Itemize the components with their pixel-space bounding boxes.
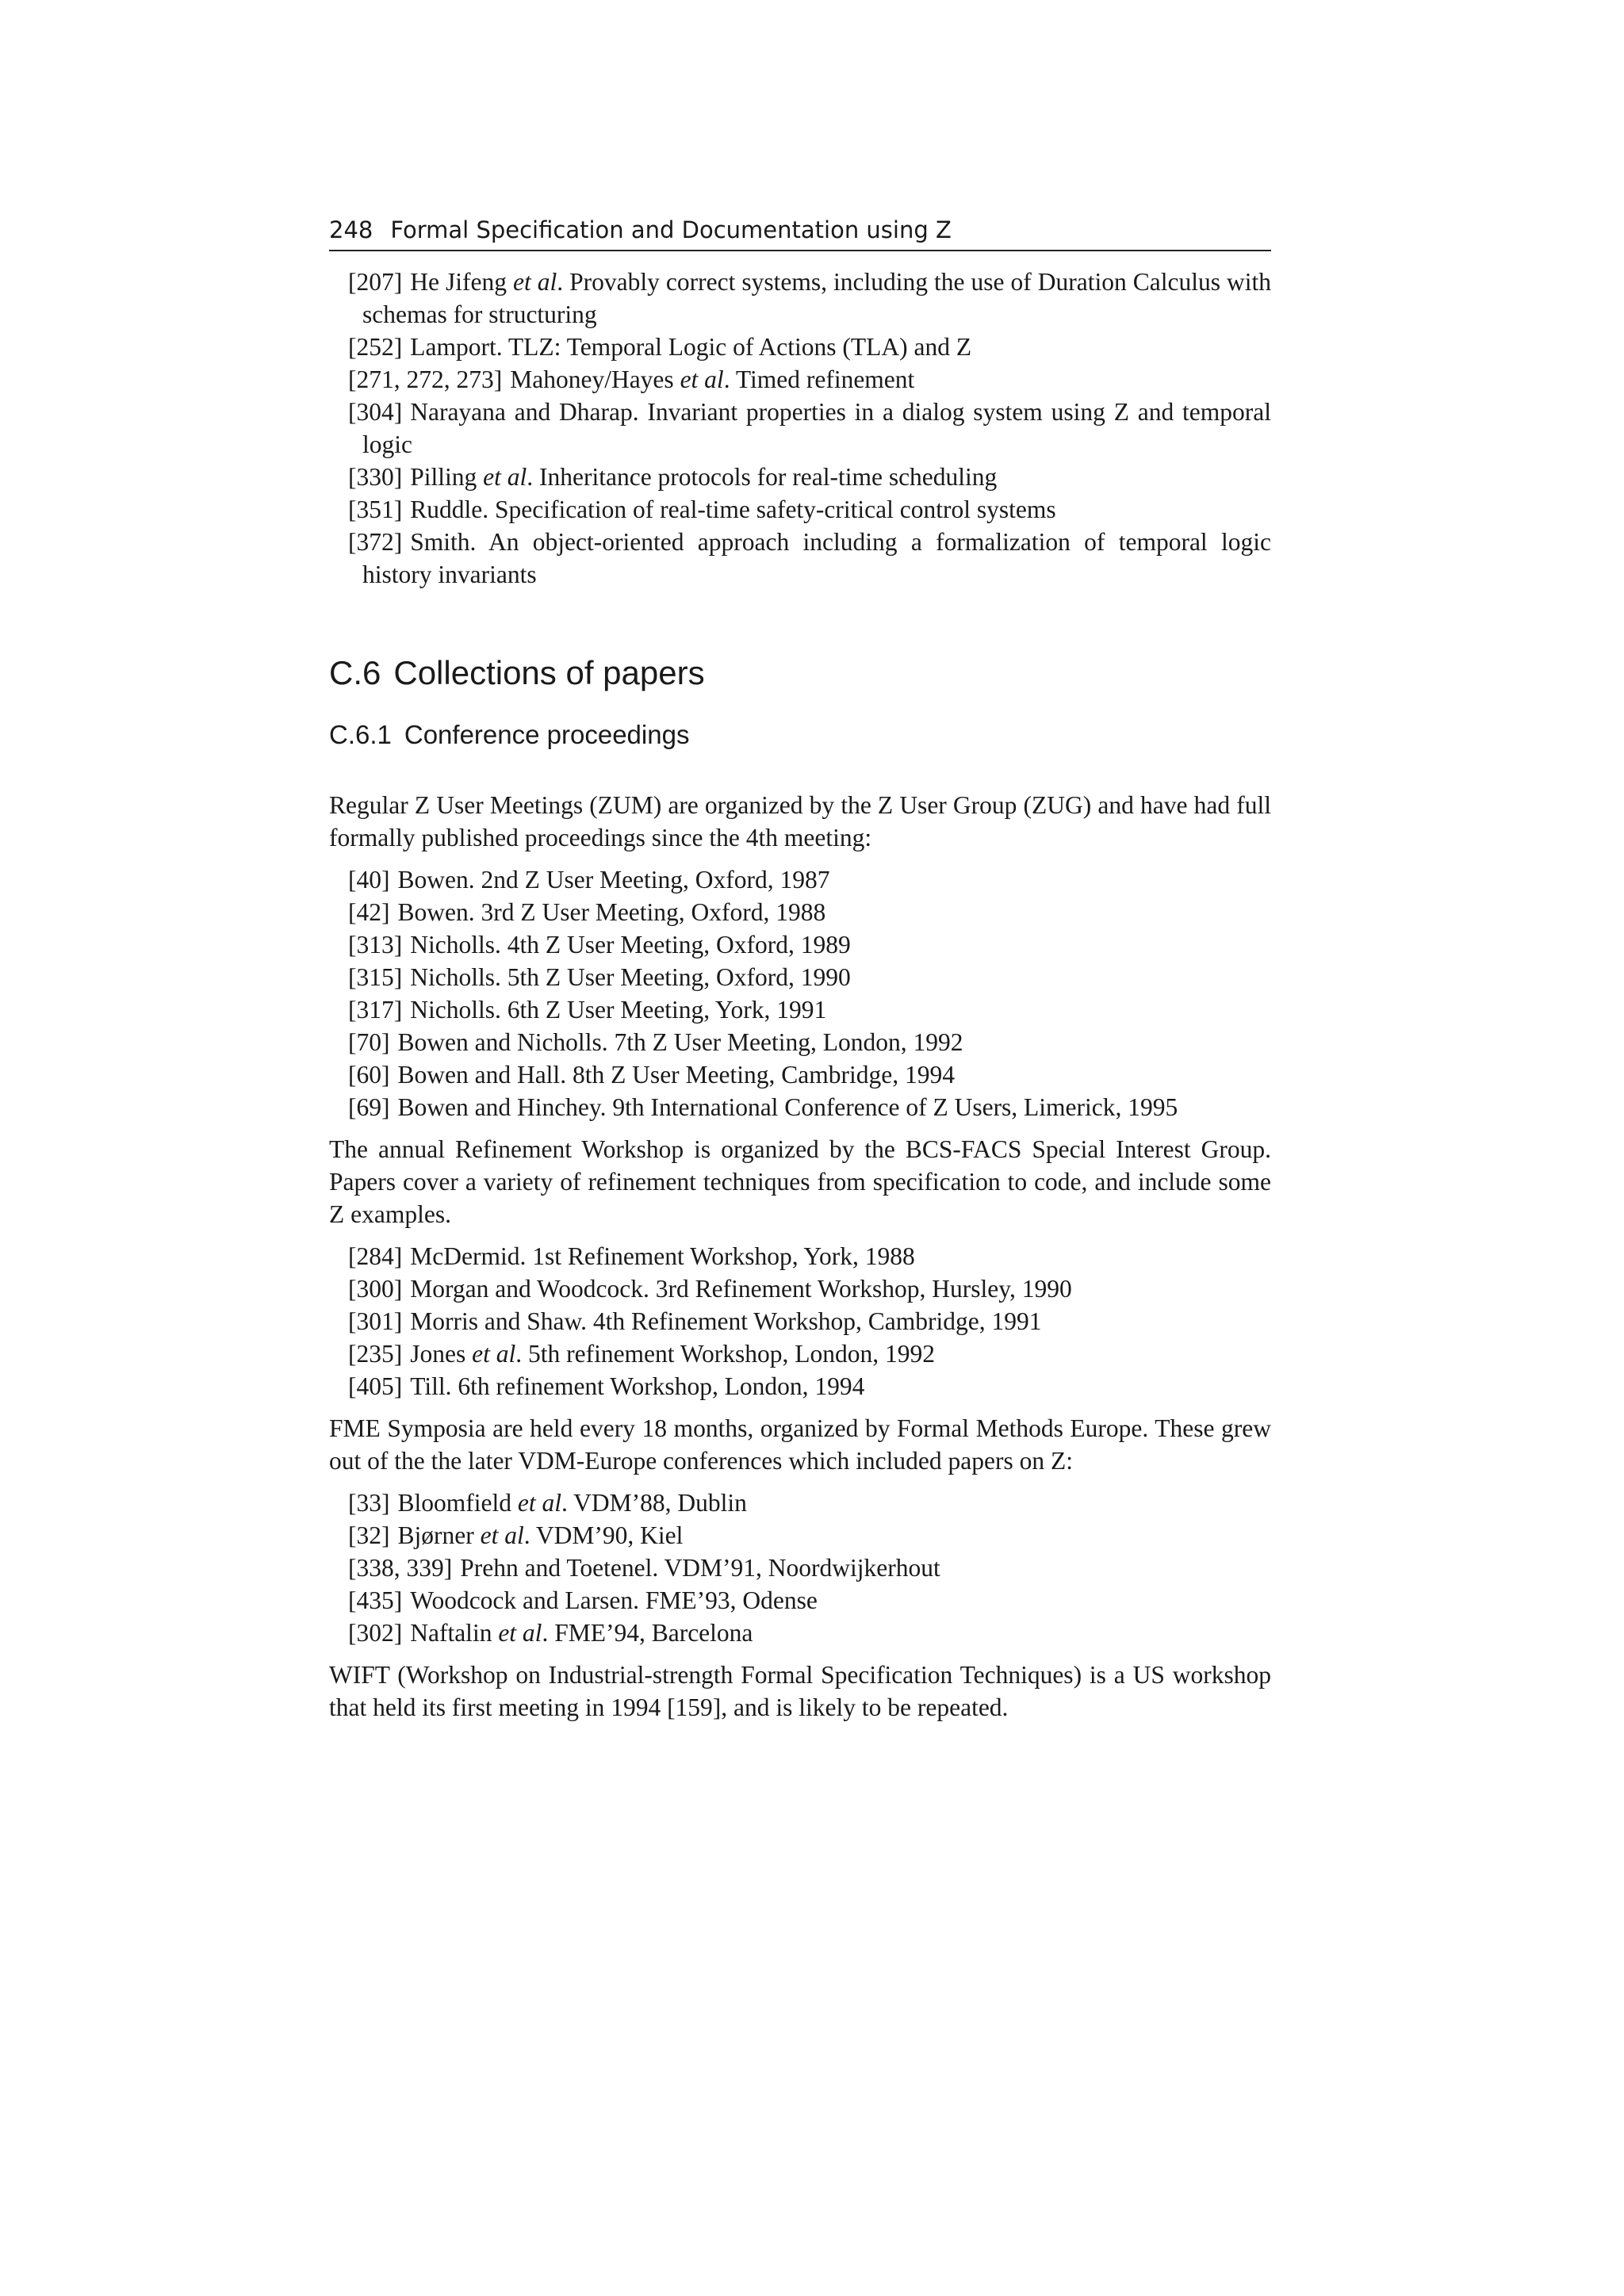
reference-text: McDermid. 1st Refinement Workshop, York, 1988 [410, 1242, 915, 1270]
reference-text: . VDM’90, Kiel [523, 1521, 684, 1549]
reference-text: Nicholls. 5th Z User Meeting, Oxford, 1990 [410, 963, 851, 991]
reference-key: [313] [348, 931, 403, 959]
reference-emphasis: et al [480, 1521, 524, 1549]
reference-text: Smith. An object-oriented approach including a formalization of temporal logic history invariants [362, 528, 1271, 588]
reference-text: He Jifeng [410, 268, 513, 296]
reference-key: [301] [348, 1307, 403, 1335]
reference-text: Bowen. 3rd Z User Meeting, Oxford, 1988 [397, 898, 826, 926]
reference-key: [330] [348, 463, 403, 491]
running-title: Formal Specification and Documentation using Z [390, 216, 952, 243]
reference-text: Jones [410, 1340, 473, 1368]
reference-text: Till. 6th refinement Workshop, London, 1994 [410, 1372, 865, 1400]
reference-item [329, 1487, 1271, 1519]
reference-item [329, 1584, 1271, 1617]
reference-emphasis: et al [517, 1489, 561, 1517]
reference-text: Ruddle. Specification of real-time safety-critical control systems [410, 496, 1056, 523]
reference-key: [271, 272, 273] [348, 365, 503, 393]
reference-emphasis: et al [512, 268, 557, 296]
reference-item [329, 896, 1271, 928]
reference-item [329, 961, 1271, 993]
reference-list [329, 1240, 1271, 1402]
reference-item [329, 1305, 1271, 1337]
subsection-title: Conference proceedings [404, 720, 690, 749]
reference-text: Bowen. 2nd Z User Meeting, Oxford, 1987 [397, 866, 830, 894]
reference-list [329, 863, 1271, 1123]
subsection-heading [329, 718, 1271, 752]
reference-text: Bloomfield [397, 1489, 518, 1517]
reference-text: Mahoney/Hayes [510, 365, 680, 393]
reference-key: [235] [348, 1340, 403, 1368]
reference-item [329, 1519, 1271, 1552]
reference-emphasis: et al [472, 1340, 516, 1368]
reference-list [329, 266, 1271, 591]
reference-key: [317] [348, 996, 403, 1024]
reference-text: Morris and Shaw. 4th Refinement Workshop, Cambridge, 1991 [410, 1307, 1042, 1335]
reference-item [329, 1058, 1271, 1091]
reference-text: Morgan and Woodcock. 3rd Refinement Workshop, Hursley, 1990 [410, 1275, 1072, 1303]
reference-item [329, 1091, 1271, 1123]
reference-item [329, 1617, 1271, 1649]
section-heading [329, 652, 1271, 694]
reference-key: [338, 339] [348, 1554, 453, 1582]
reference-item [329, 1026, 1271, 1058]
reference-item [329, 863, 1271, 896]
reference-item [329, 526, 1271, 591]
reference-list [329, 1487, 1271, 1649]
reference-text: Bowen and Hinchey. 9th International Conference of Z Users, Limerick, 1995 [397, 1093, 1178, 1121]
reference-key: [60] [348, 1061, 390, 1089]
reference-text: . 5th refinement Workshop, London, 1992 [515, 1340, 936, 1368]
reference-text: Pilling [410, 463, 484, 491]
reference-key: [302] [348, 1619, 403, 1647]
reference-item [329, 1370, 1271, 1402]
running-header [329, 214, 1271, 251]
reference-text: Nicholls. 4th Z User Meeting, Oxford, 1989 [410, 931, 851, 959]
reference-text: . Provably correct systems, including the use of Duration Calculus with schemas for structuring [362, 268, 1271, 328]
paragraph-fme: FME Symposia are held every 18 months, organized by Formal Methods Europe. These grew out of the the later VDM-Europe conferences which included papers on Z: [329, 1414, 1271, 1475]
reference-item [329, 363, 1271, 396]
paragraph-wift: WIFT (Workshop on Industrial-strength Formal Specification Techniques) is a US workshop that held its first meeting in 1994 [159], and is likely to be repeated. [329, 1661, 1271, 1721]
reference-text: Bowen and Hall. 8th Z User Meeting, Cambridge, 1994 [397, 1061, 955, 1089]
reference-key: [284] [348, 1242, 403, 1270]
reference-key: [252] [348, 333, 403, 361]
reference-item [329, 993, 1271, 1026]
reference-key: [207] [348, 268, 403, 296]
reference-text: Lamport. TLZ: Temporal Logic of Actions (TLA) and Z [410, 333, 972, 361]
reference-item [329, 331, 1271, 363]
reference-text: Bowen and Nicholls. 7th Z User Meeting, London, 1992 [397, 1028, 963, 1056]
reference-key: [300] [348, 1275, 403, 1303]
reference-item [329, 266, 1271, 331]
reference-item [329, 1337, 1271, 1370]
reference-item [329, 928, 1271, 961]
reference-item [329, 1552, 1271, 1584]
subsection-number: C.6.1 [329, 720, 392, 749]
reference-emphasis: et al [483, 463, 527, 491]
reference-text: . Inheritance protocols for real-time scheduling [527, 463, 998, 491]
reference-key: [405] [348, 1372, 403, 1400]
reference-key: [69] [348, 1093, 390, 1121]
reference-item [329, 461, 1271, 493]
reference-key: [33] [348, 1489, 390, 1517]
reference-text: Nicholls. 6th Z User Meeting, York, 1991 [410, 996, 827, 1024]
section-title: Collections of papers [393, 654, 705, 691]
reference-text: . VDM’88, Dublin [561, 1489, 747, 1517]
reference-item [329, 1240, 1271, 1272]
reference-emphasis: et al [498, 1619, 542, 1647]
paragraph-refinement: The annual Refinement Workshop is organized by the BCS-FACS Special Interest Group. Papers cover a variety of refinement techniques from specification to code, and include some Z examples. [329, 1135, 1271, 1228]
reference-text: Narayana and Dharap. Invariant properties in a dialog system using Z and temporal logic [362, 398, 1271, 458]
reference-key: [70] [348, 1028, 390, 1056]
reference-key: [435] [348, 1586, 403, 1614]
reference-emphasis: et al [680, 365, 724, 393]
reference-item [329, 396, 1271, 461]
section-number: C.6 [329, 654, 381, 691]
reference-item [329, 493, 1271, 526]
reference-key: [372] [348, 528, 403, 556]
page-content [329, 214, 1271, 1724]
reference-key: [315] [348, 963, 403, 991]
reference-text: Naftalin [410, 1619, 499, 1647]
reference-text: . Timed refinement [723, 365, 915, 393]
reference-key: [40] [348, 866, 390, 894]
reference-text: Woodcock and Larsen. FME’93, Odense [410, 1586, 818, 1614]
reference-key: [42] [348, 898, 390, 926]
reference-key: [304] [348, 398, 403, 426]
reference-text: Bjørner [397, 1521, 481, 1549]
paragraph-zum: Regular Z User Meetings (ZUM) are organized by the Z User Group (ZUG) and have had full formally published proceedings since the 4th meeting: [329, 791, 1271, 851]
reference-key: [351] [348, 496, 403, 523]
page-number: 248 [329, 216, 373, 243]
reference-text: Prehn and Toetenel. VDM’91, Noordwijkerhout [460, 1554, 940, 1582]
reference-item [329, 1272, 1271, 1305]
reference-key: [32] [348, 1521, 390, 1549]
reference-text: . FME’94, Barcelona [542, 1619, 753, 1647]
